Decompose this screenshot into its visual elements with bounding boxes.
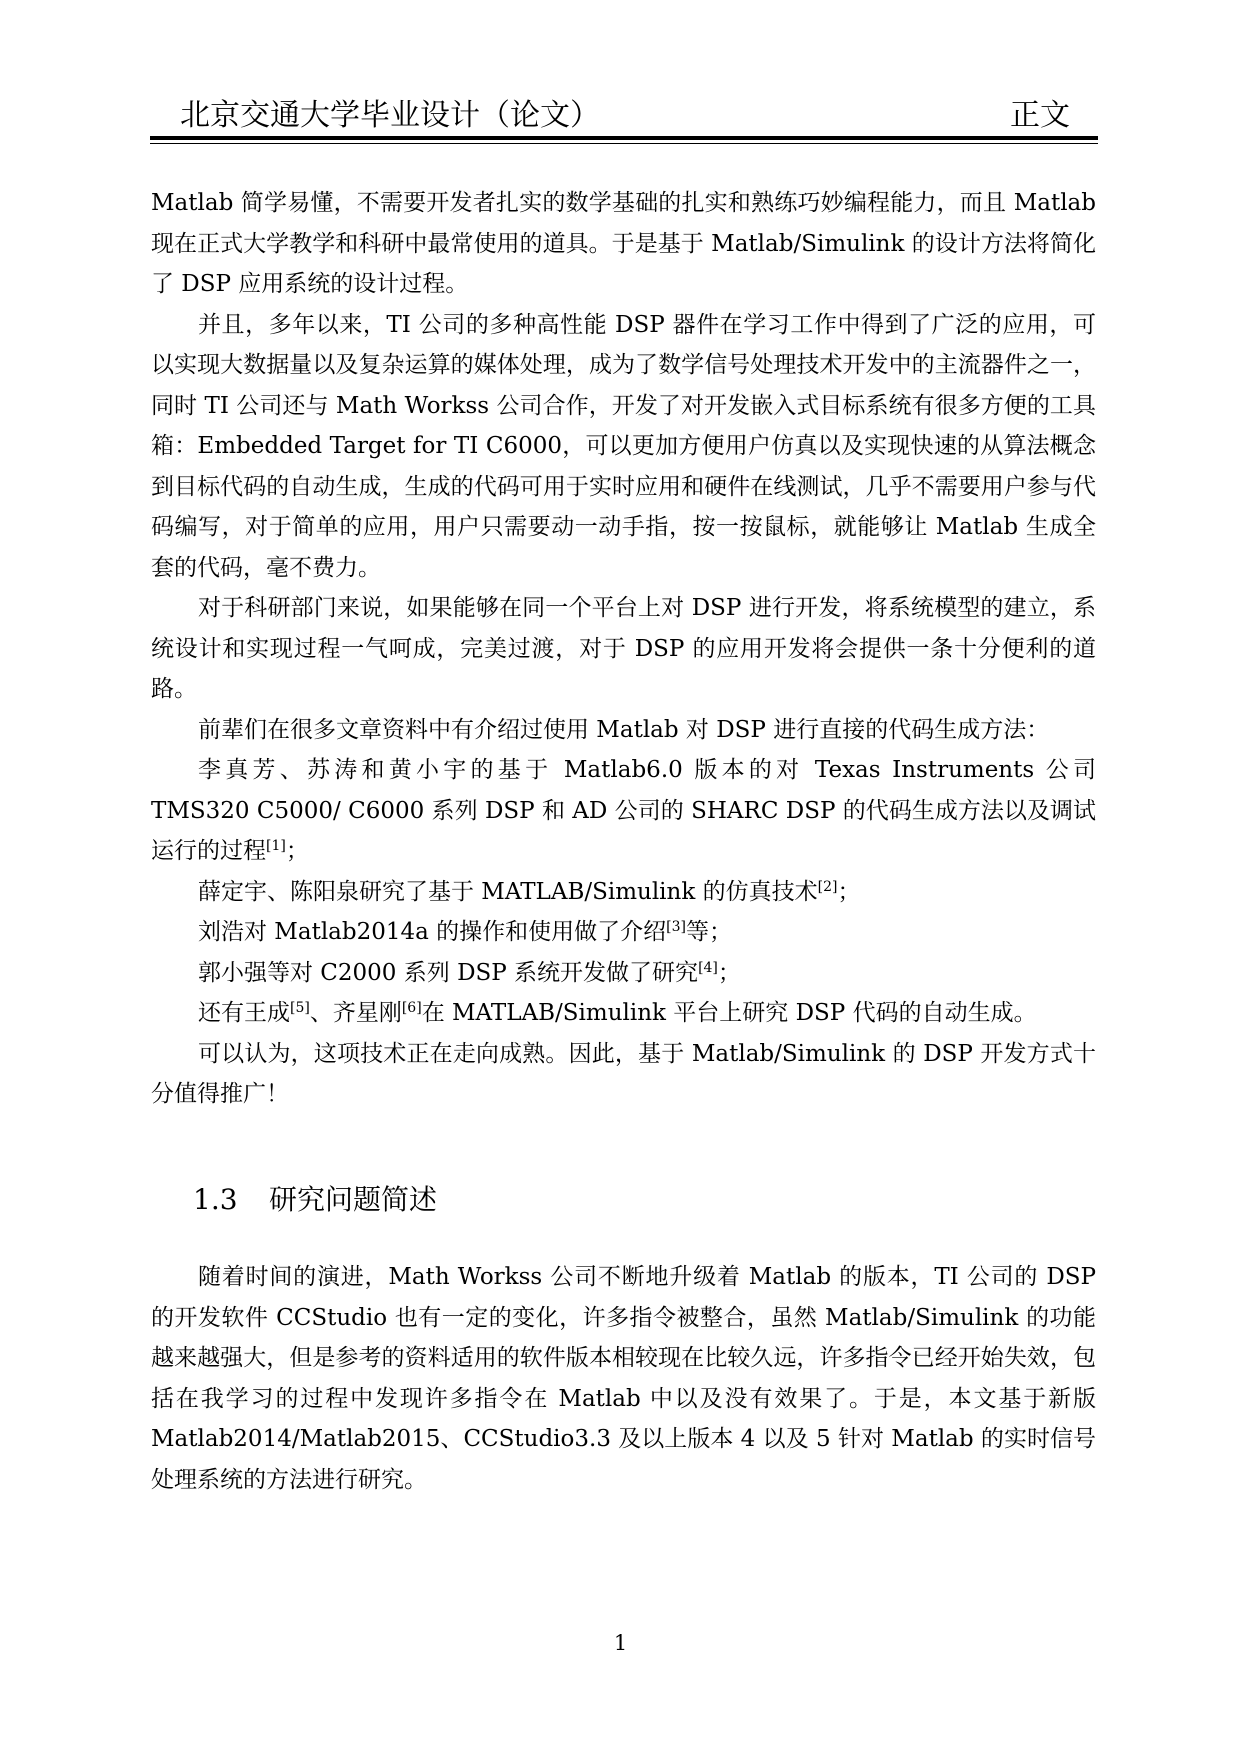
reference-item-4 (151, 953, 1096, 994)
section-paragraph: 随着时间的演进，Math Workss 公司不断地升级着 Matlab 的版本，TI 公司的 DSP 的开发软件 CCStudio 也有一定的变化，许多指令被整合，虽然 Matlab/Simulink 的功能越来越强大，但是参考的资料适用的软件版本相较现在比较久远，许多指令已经开始失效，包括在我学习的过程中发现许多指令在 Matlab 中以及没有效果了。于是，本文基于新版 Matlab2014/Matlab2015、CCStudio3.3 及以上版本 4 以及 5 针对 Matlab 的实时信号处理系统的方法进行研究。 (151, 1264, 1096, 1493)
paragraph-4: 前辈们在很多文章资料中有介绍过使用 Matlab 对 DSP 进行直接的代码生成方法： (198, 716, 1050, 743)
reference-text: 李真芳、苏涛和黄小宇的基于 Matlab6.0 版本的对 Texas Instruments 公司 TMS320 C5000/ C6000 系列 DSP 和 AD 公司的 SHARC DSP 的代码生成方法以及调试运行的过程 (151, 757, 1096, 864)
section-body (151, 1257, 1096, 1500)
citation-marker: [1] (266, 838, 286, 854)
reference-text: 在 MATLAB/Simulink 平台上研究 DSP 代码的自动生成。 (421, 1000, 1037, 1026)
section-number: 1.3 (193, 1183, 238, 1216)
reference-text: 郭小强等对 C2000 系列 DSP 系统开发做了研究 (198, 959, 699, 986)
paragraph-1: Matlab 简学易懂，不需要开发者扎实的数学基础的扎实和熟练巧妙编程能力，而且 Matlab 现在正式大学教学和科研中最常使用的道具。于是基于 Matlab/Simulink 的设计方法将简化了 DSP 应用系统的设计过程。 (151, 190, 1096, 297)
reference-text: 、齐星刚 (309, 1000, 402, 1026)
reference-item-5 (151, 993, 1096, 1034)
citation-marker: [4] (698, 959, 718, 976)
reference-text: 刘浩对 Matlab2014a 的操作和使用做了介绍 (198, 919, 667, 945)
citation-marker: [5] (290, 1000, 310, 1016)
citation-marker: [3] (666, 919, 687, 935)
paragraph-2: 并且，多年以来，TI 公司的多种高性能 DSP 器件在学习工作中得到了广泛的应用，可以实现大数据量以及复杂运算的媒体处理，成为了数学信号处理技术开发中的主流器件之一， 同时 TI 公司还与 Math Workss 公司合作，开发了对开发嵌入式目标系统有很多方便的工具箱：Embedded Target for TI C6000，可以更加方便用户仿真以及实现快速的从算法概念到目标代码的自动生成，生成的代码可用于实时应用和硬件在线测试，几乎不需要用户参与代码编写，对于简单的应用，用户只需要动一动手指，按一按鼠标，就能够让 Matlab 生成全套的代码，毫不费力。 (151, 311, 1096, 581)
reference-punct: 等； (686, 919, 733, 945)
header-section: 正文 (1010, 98, 1070, 133)
page-number: 1 (613, 1631, 628, 1655)
header-title: 北京交通大学毕业设计（论文） (180, 98, 600, 133)
header-rule-thin (150, 143, 1098, 144)
section-heading (193, 1180, 437, 1220)
citation-marker: [6] (401, 1000, 422, 1016)
header-rule-thick (150, 136, 1098, 140)
reference-item-2 (151, 872, 1096, 913)
reference-text: 还有王成 (198, 1000, 290, 1026)
reference-punct: ； (837, 878, 861, 905)
paragraph-3: 对于科研部门来说，如果能够在同一个平台上对 DSP 进行开发，将系统模型的建立，系统设计和实现过程一气呵成，完美过渡，对于 DSP 的应用开发将会提供一条十分便利的道路。 (151, 595, 1096, 702)
reference-punct: ； (285, 838, 309, 864)
body-text (151, 183, 1096, 1115)
reference-item-3 (151, 912, 1096, 953)
reference-text: 薛定宇、陈阳泉研究了基于 MATLAB/Simulink 的仿真技术 (198, 878, 818, 905)
citation-marker: [2] (817, 878, 838, 895)
page-header (150, 96, 1098, 140)
reference-item-1 (151, 750, 1096, 872)
conclusion-paragraph: 可以认为，这项技术正在走向成熟。因此，基于 Matlab/Simulink 的 DSP 开发方式十分值得推广！ (151, 1040, 1096, 1107)
section-title: 研究问题简述 (269, 1183, 438, 1216)
reference-punct: ； (717, 959, 741, 986)
